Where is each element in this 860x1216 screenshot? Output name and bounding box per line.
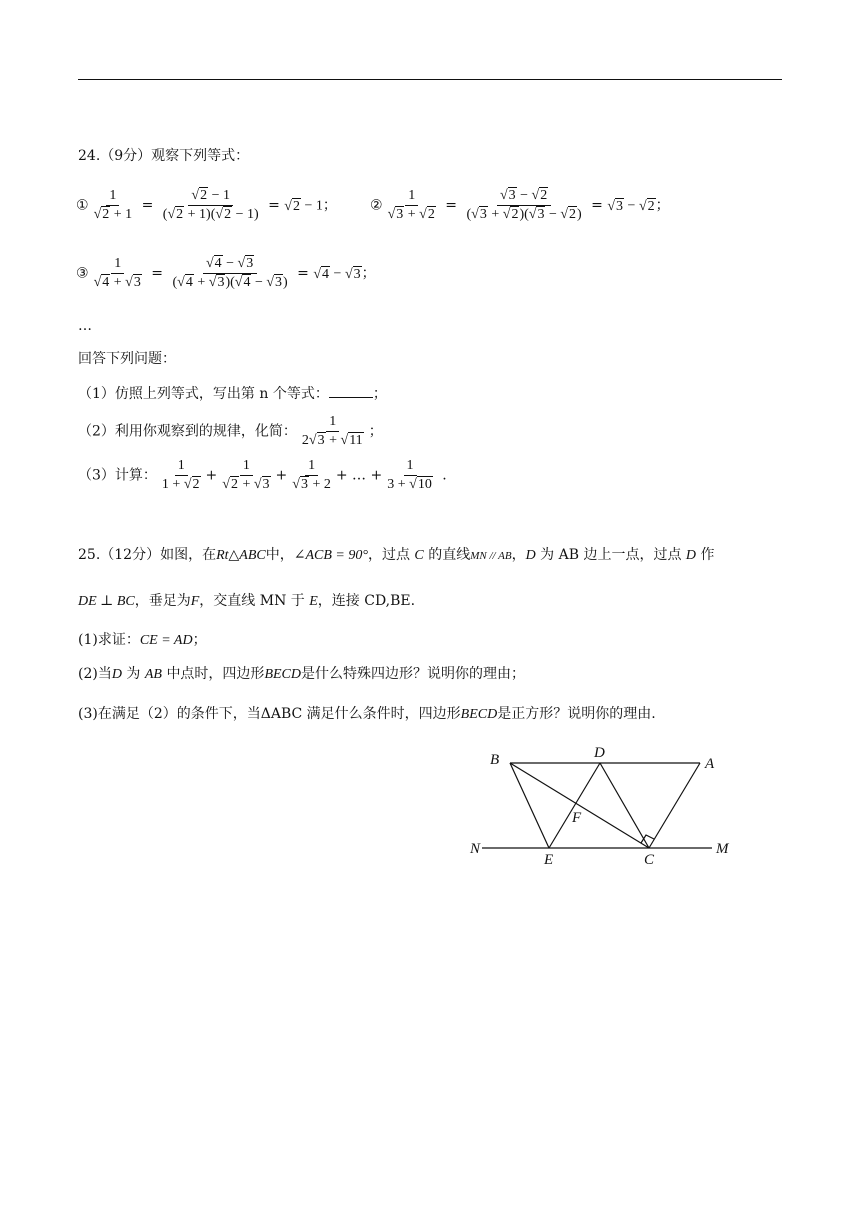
q25-statement-line2: DE ⊥ BC，垂足为F，交直线 MN 于 E，连接 CD,BE. xyxy=(78,593,416,609)
q25-part2: (2)当D 为 AB 中点时，四边形BECD是什么特殊四边形？说明你的理由； xyxy=(78,666,525,682)
q24-eq2-marker: ② xyxy=(370,197,383,214)
label-m: M xyxy=(716,841,729,857)
segment-de xyxy=(549,763,600,848)
q25-statement-line1: 25.（12分）如图，在Rt△ABC中，∠ACB = 90°，过点 C 的直线MN // AB，D 为 AB 边上一点，过点 D 作 xyxy=(78,547,715,563)
label-f: F xyxy=(572,810,582,826)
q24-equation-2: ② 1 √ 3 + √ 2 = √ $\frac{3 - √ 2}{(√ 3 + √ 2)(√ 3 - √ 2)}$ = √ 3 − √ 2； xyxy=(370,188,670,223)
q25-part3: (3)在满足（2）的条件下，当ΔABC 满足什么条件时，四边形BECD是正方形？说明你的理由. xyxy=(78,706,656,722)
geometry-figure xyxy=(462,740,742,870)
segment-bc xyxy=(510,763,649,848)
q25-part1: (1)求证：CE = AD； xyxy=(78,632,207,648)
segment-be xyxy=(510,763,549,848)
q24-part1: （1）仿照上列等式，写出第 n 个等式： ； xyxy=(78,383,387,404)
q24-heading: 24.（9分）观察下列等式： xyxy=(78,148,250,164)
segment-ac xyxy=(649,763,700,848)
q24-eq3-marker: ③ xyxy=(76,265,89,282)
label-b: B xyxy=(490,752,500,768)
q24-part2: （2）利用你观察到的规律，化简： $\frac{1}{2√ 3 + √ 11}$ ； xyxy=(78,414,383,449)
q24-equation-3: ③ 1 √ 4 + √ 3 = √ $\frac{4 - √ 3}{(√ 4 + √ 3)(√ 4 - √ 3)}$ = √ 4 − √ 3； xyxy=(76,256,376,291)
label-e: E xyxy=(544,852,554,868)
q24-part3: （3）计算： $\frac{1}{1 + √ 2}$ + 1 √ 2 + √ 3 + 1 √ 3 + 2 + … + $\frac{1}{3 + √ 10}$ . xyxy=(78,458,447,493)
q24-ellipsis: … xyxy=(78,318,92,334)
label-d: D xyxy=(594,745,605,761)
q24-equation-1: ① 1 √ 2 + 1 = √ $\frac{2 - 1}{(√ 2 + 1)(√ 2 - 1)}$ = √ 2 − 1； xyxy=(76,188,337,223)
q24-eq1-marker: ① xyxy=(76,197,89,214)
label-n: N xyxy=(470,841,481,857)
label-c: C xyxy=(644,852,655,868)
q24-answer-prompt: 回答下列问题： xyxy=(78,351,176,367)
segment-dc xyxy=(600,763,649,848)
label-a: A xyxy=(705,756,715,772)
answer-blank xyxy=(329,383,373,398)
header-rule xyxy=(78,79,782,80)
